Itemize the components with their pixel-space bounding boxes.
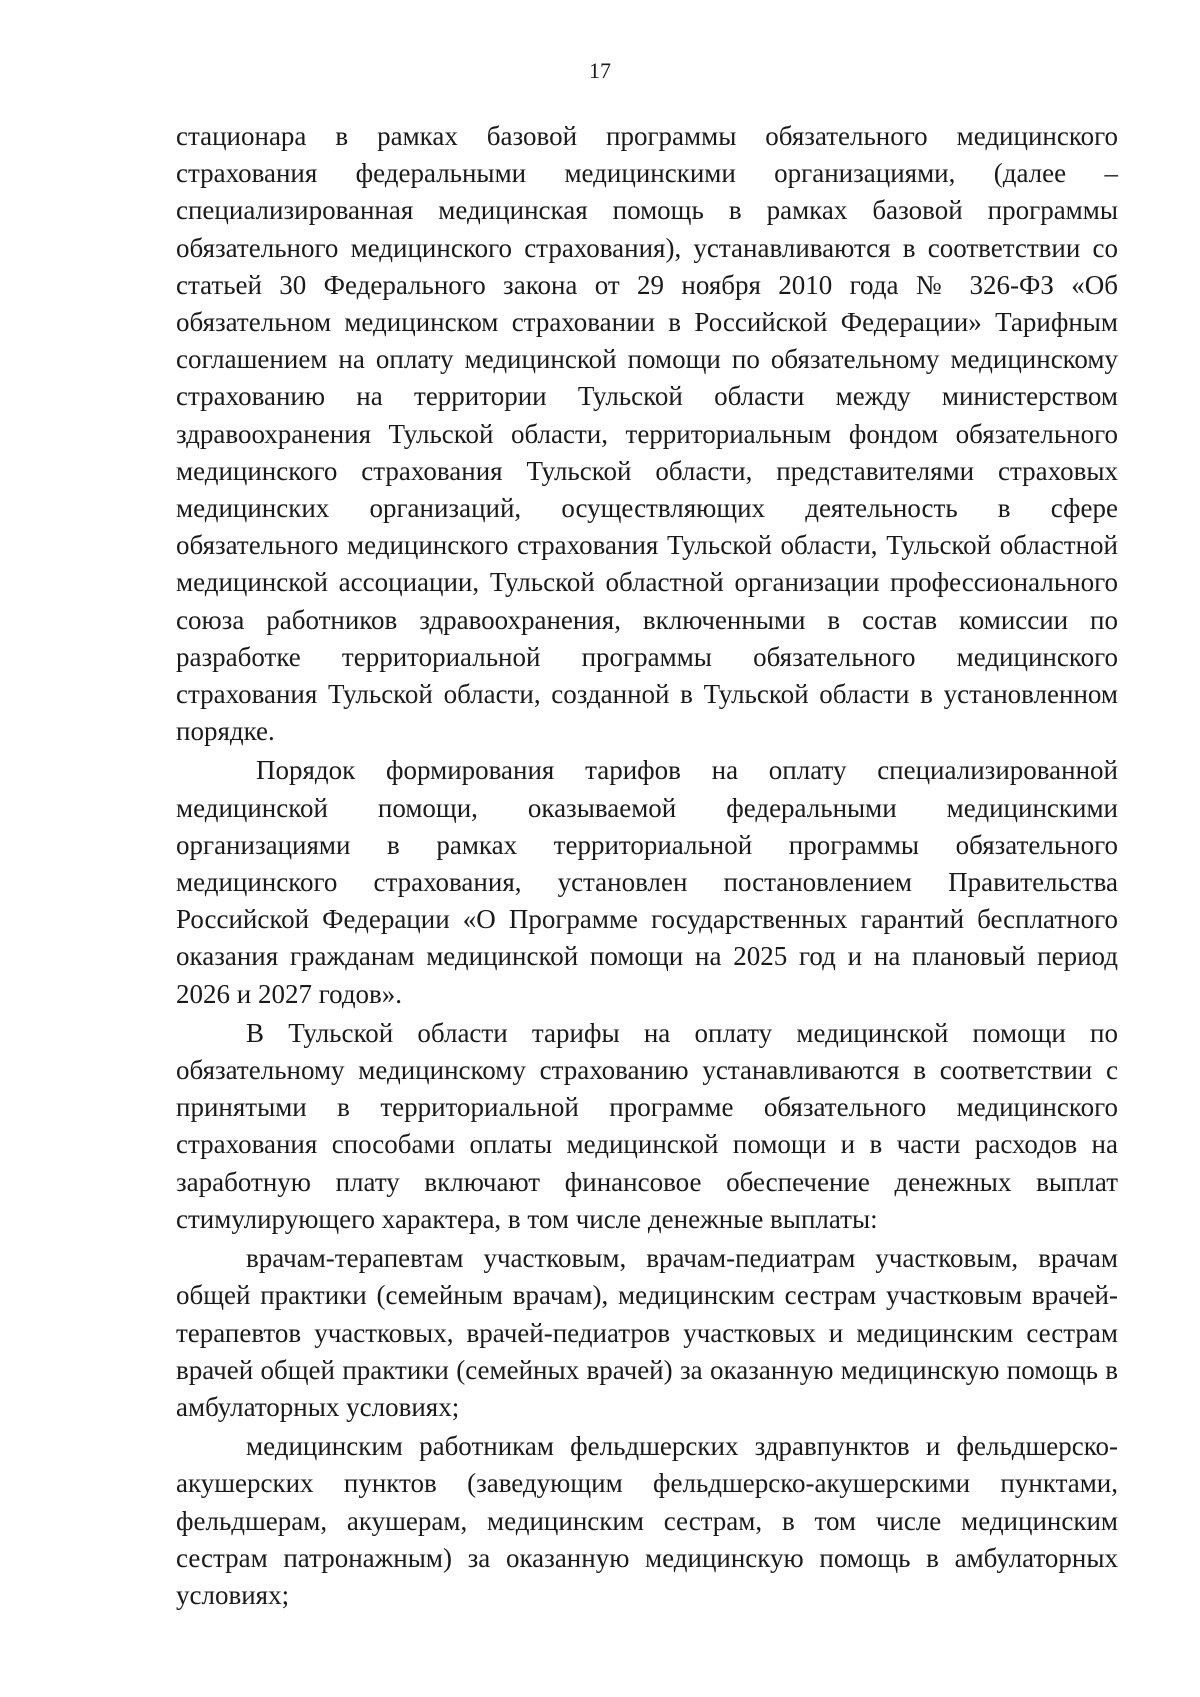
paragraph-continuation: стационара в рамках базовой программы обязательного медицинского страхования федеральными медицинскими организациями, (далее – специализированная медицинская помощь в рамках базовой программы обязательного медицинского страхования), устанавливаются в соответствии со статьей 30 Федерального закона от 29 ноября 2010 года № 326-ФЗ «Об обязательном медицинском страховании в Российской Федерации» Тарифным соглашением на оплату медицинской помощи по обязательному медицинскому страхованию на территории Тульской области между министерством здравоохранения Тульской области, территориальным фондом обязательного медицинского страхования Тульской области, представителями страховых медицинских организаций, осуществляющих деятельность в сфере обязательного медицинского страхования Тульской области, Тульской областной медицинской ассоциации, Тульской областной организации профессионального союза работников здравоохранения, включенными в состав комиссии по разработке территориальной программы обязательного медицинского страхования Тульской области, созданной в Тульской области в установленном порядке. [176,121,1118,747]
list-item-feldsher-points: медицинским работникам фельдшерских здравпунктов и фельдшерско-акушерских пунктов (заведующим фельдшерско-акушерскими пунктами, фельдшерам, акушерам, медицинским сестрам, в том числе медицинским сестрам патронажным) за оказанную медицинскую помощь в амбулаторных условиях; [176,1431,1118,1610]
list-item-district-doctors: врачам-терапевтам участковым, врачам-педиатрам участковым, врачам общей практики (семейным врачам), медицинским сестрам участковым врачей-терапевтов участковых, врачей-педиатров участковых и медицинским сестрам врачей общей практики (семейных врачей) за оказанную медицинскую помощь в амбулаторных условиях; [176,1243,1118,1422]
page-number: 17 [589,58,611,83]
document-body [176,118,1118,1614]
paragraph-tula-tariffs: В Тульской области тарифы на оплату медицинской помощи по обязательному медицинскому страхованию устанавливаются в соответствии с принятыми в территориальной программе обязательного медицинского страхования способами оплаты медицинской помощи и в части расходов на заработную плату включают финансовое обеспечение денежных выплат стимулирующего характера, в том числе денежные выплаты: [176,1017,1118,1234]
paragraph-tariff-order: Порядок формирования тарифов на оплату специализированной медицинской помощи, оказываемой федеральными медицинскими организациями в рамках территориальной программы обязательного медицинского страхования, установлен постановлением Правительства Российской Федерации «О Программе государственных гарантий бесплатного оказания гражданам медицинской помощи на 2025 год и на плановый период 2026 и 2027 годов». [176,755,1118,1009]
